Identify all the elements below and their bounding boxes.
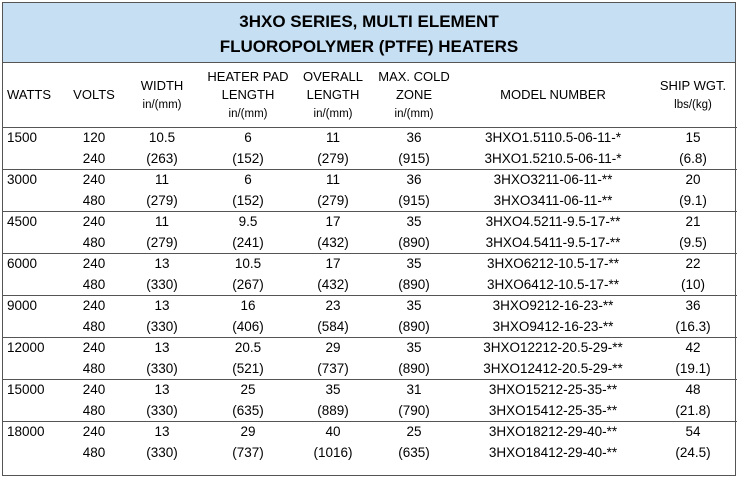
table-row — [3, 359, 737, 380]
cell-model: 3HXO6412-10.5-17-** — [457, 275, 649, 296]
cell-width: 13 — [154, 340, 170, 356]
cell-width: 10.5 — [148, 130, 176, 146]
cell-cold: 35 — [406, 298, 422, 314]
table-row — [3, 233, 737, 254]
cell-overall: (889) — [295, 401, 371, 422]
table-row — [3, 191, 737, 212]
table-row — [3, 212, 737, 233]
cell-watts: 6000 — [7, 256, 38, 272]
cell-volts: 240 — [82, 256, 106, 272]
cell-overall: (432) — [295, 275, 371, 296]
cell-ship: (21.8) — [649, 401, 737, 422]
cell-ship: (19.1) — [649, 359, 737, 380]
cell-cold: 36 — [406, 130, 422, 146]
cell-model: 3HXO15412-25-35-** — [457, 401, 649, 422]
cell-overall: 11 — [325, 130, 340, 146]
cell-volts: 480 — [65, 401, 123, 422]
cell-overall: 29 — [325, 340, 341, 356]
cell-overall: 40 — [325, 424, 341, 440]
cell-model: 3HXO9212-16-23-** — [492, 298, 614, 314]
cell-ship: (9.5) — [649, 233, 737, 254]
cell-pad: (152) — [201, 149, 295, 170]
cell-watts: 12000 — [7, 340, 45, 356]
heater-spec-table — [3, 63, 737, 463]
cell-volts: 480 — [65, 233, 123, 254]
cell-cold: (915) — [371, 191, 457, 212]
cell-ship: (10) — [649, 275, 737, 296]
cell-cold: (890) — [371, 359, 457, 380]
cell-width: (330) — [123, 275, 201, 296]
cell-width: (330) — [123, 401, 201, 422]
cell-overall: (584) — [295, 317, 371, 338]
table-row — [3, 254, 737, 275]
header-ship-weight: SHIP WGT. lbs/(kg) — [649, 63, 737, 128]
table-row — [3, 443, 737, 464]
cell-overall: (1016) — [313, 444, 353, 460]
header-volts: VOLTS — [65, 63, 123, 128]
cell-width: 13 — [154, 256, 170, 272]
table-row — [3, 149, 737, 170]
cell-ship: (6.8) — [649, 149, 737, 170]
cell-cold: (790) — [371, 401, 457, 422]
cell-cold: (890) — [371, 233, 457, 254]
cell-width: (279) — [123, 233, 201, 254]
header-watts: WATTS — [3, 63, 65, 128]
cell-watts: 15000 — [7, 382, 45, 398]
cell-width: (279) — [123, 191, 201, 212]
cell-ship: 36 — [685, 298, 701, 314]
cell-model: 3HXO3211-06-11-** — [493, 172, 613, 188]
cell-pad: 20.5 — [234, 340, 262, 356]
title-line-1: 3HXO SERIES, MULTI ELEMENT — [239, 12, 499, 31]
cell-model: 3HXO9412-16-23-** — [457, 317, 649, 338]
cell-cold: 25 — [406, 424, 422, 440]
cell-ship: (16.3) — [649, 317, 737, 338]
cell-pad: (152) — [201, 191, 295, 212]
cell-pad: (737) — [232, 444, 264, 460]
cell-cold: 35 — [406, 256, 422, 272]
cell-pad: (635) — [201, 401, 295, 422]
cell-watts: 4500 — [7, 214, 38, 230]
cell-volts: 120 — [82, 130, 106, 146]
cell-model: 3HXO18412-29-40-** — [488, 444, 618, 460]
cell-overall: 17 — [325, 214, 341, 230]
cell-width: (330) — [123, 359, 201, 380]
cell-cold: 35 — [406, 214, 422, 230]
table-row — [3, 380, 737, 401]
header-row — [3, 63, 737, 128]
cell-pad: 6 — [244, 172, 252, 188]
cell-ship: (9.1) — [649, 191, 737, 212]
cell-pad: 29 — [240, 424, 256, 440]
cell-model: 3HXO12412-20.5-29-** — [457, 359, 649, 380]
table-row — [3, 317, 737, 338]
table-row — [3, 422, 737, 443]
cell-volts: 240 — [82, 340, 106, 356]
cell-watts: 3000 — [7, 172, 38, 188]
cell-overall: (737) — [295, 359, 371, 380]
cell-width: (263) — [123, 149, 201, 170]
cell-pad: 16 — [240, 298, 256, 314]
cell-pad: 10.5 — [234, 256, 262, 272]
cell-model: 3HXO3411-06-11-** — [457, 191, 649, 212]
cell-ship: 22 — [685, 256, 701, 272]
table-row — [3, 275, 737, 296]
table-title — [3, 3, 735, 63]
cell-overall: (279) — [295, 191, 371, 212]
table-row — [3, 170, 737, 191]
cell-watts — [3, 443, 65, 464]
spec-table-frame — [2, 2, 736, 476]
cell-width: 13 — [154, 424, 170, 440]
cell-ship: 54 — [685, 424, 701, 440]
cell-watts — [3, 359, 65, 380]
cell-watts — [3, 191, 65, 212]
cell-model: 3HXO4.5411-9.5-17-** — [457, 233, 649, 254]
cell-overall: (279) — [295, 149, 371, 170]
cell-overall: 23 — [325, 298, 341, 314]
cell-cold: (635) — [398, 444, 430, 460]
table-row — [3, 296, 737, 317]
cell-pad: (406) — [201, 317, 295, 338]
cell-model: 3HXO1.5210.5-06-11-* — [457, 149, 649, 170]
cell-watts — [3, 233, 65, 254]
cell-volts: 240 — [82, 172, 106, 188]
cell-overall: 35 — [325, 382, 341, 398]
cell-pad: 9.5 — [238, 214, 258, 230]
title-line-2: FLUOROPOLYMER (PTFE) HEATERS — [219, 37, 519, 56]
cell-width: (330) — [146, 444, 178, 460]
cell-model: 3HXO15212-25-35-** — [488, 382, 618, 398]
cell-model: 3HXO4.5211-9.5-17-** — [485, 214, 621, 230]
cell-pad: (267) — [201, 275, 295, 296]
cell-watts — [3, 401, 65, 422]
table-row — [3, 401, 737, 422]
cell-cold: (890) — [371, 275, 457, 296]
cell-volts: 480 — [82, 444, 106, 460]
cell-overall: 17 — [325, 256, 341, 272]
header-model-number: MODEL NUMBER — [457, 63, 649, 128]
cell-cold: 31 — [406, 382, 422, 398]
cell-cold: (890) — [371, 317, 457, 338]
cell-volts: 240 — [82, 382, 106, 398]
cell-watts — [3, 275, 65, 296]
cell-overall: (432) — [295, 233, 371, 254]
cell-cold: 35 — [406, 340, 422, 356]
cell-watts: 9000 — [7, 298, 38, 314]
table-row — [3, 128, 737, 149]
cell-width: (330) — [123, 317, 201, 338]
cell-volts: 480 — [65, 317, 123, 338]
cell-ship: 48 — [685, 382, 701, 398]
cell-cold: (915) — [371, 149, 457, 170]
cell-width: 11 — [154, 172, 169, 188]
cell-ship: 20 — [685, 172, 701, 188]
cell-pad: 6 — [244, 130, 252, 146]
cell-ship: 42 — [685, 340, 701, 356]
cell-volts: 240 — [82, 298, 106, 314]
cell-width: 13 — [154, 298, 170, 314]
cell-volts: 480 — [65, 191, 123, 212]
header-overall-length: OVERALL LENGTH in/(mm) — [295, 63, 371, 128]
cell-volts: 240 — [82, 424, 106, 440]
cell-width: 13 — [154, 382, 170, 398]
header-width: WIDTH in/(mm) — [123, 63, 201, 128]
cell-volts: 240 — [65, 149, 123, 170]
table-row — [3, 338, 737, 359]
cell-ship: (24.5) — [675, 444, 711, 460]
cell-pad: (521) — [201, 359, 295, 380]
cell-watts — [3, 149, 65, 170]
cell-pad: 25 — [240, 382, 256, 398]
cell-overall: 11 — [325, 172, 340, 188]
cell-ship: 21 — [685, 214, 701, 230]
table-body — [3, 128, 737, 464]
cell-volts: 480 — [65, 275, 123, 296]
cell-ship: 15 — [685, 130, 701, 146]
cell-model: 3HXO12212-20.5-29-** — [483, 340, 623, 356]
cell-pad: (241) — [201, 233, 295, 254]
header-cold-zone: MAX. COLD ZONE in/(mm) — [371, 63, 457, 128]
cell-watts: 18000 — [7, 424, 45, 440]
cell-model: 3HXO6212-10.5-17-** — [486, 256, 620, 272]
cell-cold: 36 — [406, 172, 422, 188]
cell-volts: 480 — [65, 359, 123, 380]
header-pad-length: HEATER PAD LENGTH in/(mm) — [201, 63, 295, 128]
cell-watts — [3, 317, 65, 338]
cell-volts: 240 — [82, 214, 106, 230]
cell-model: 3HXO18212-29-40-** — [488, 424, 618, 440]
cell-watts: 1500 — [7, 130, 38, 146]
cell-width: 11 — [154, 214, 169, 230]
cell-model: 3HXO1.5110.5-06-11-* — [484, 130, 622, 146]
